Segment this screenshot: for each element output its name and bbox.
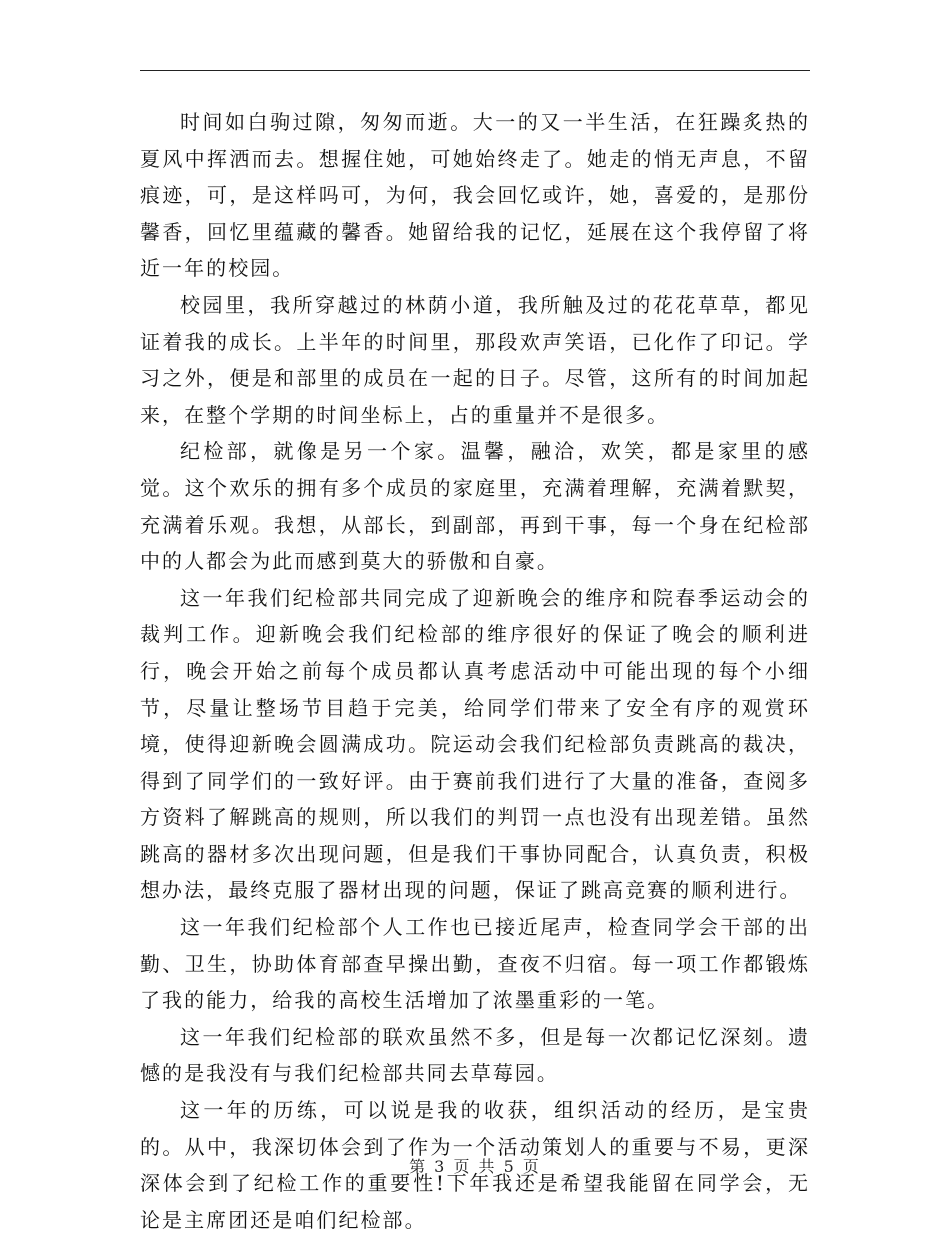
paragraph: 这一年我们纪检部的联欢虽然不多，但是每一次都记忆深刻。遗憾的是我没有与我们纪检部共同去草莓园。 [140,1024,810,1086]
page-number-footer: 第 3 页 共 5 页 [409,1157,541,1176]
paragraph: 校园里，我所穿越过的林荫小道，我所触及过的花花草草，都见证着我的成长。上半年的时间里，那段欢声笑语，已化作了印记。学习之外，便是和部里的成员在一起的日子。尽管，这所有的时间加起来，在整个学期的时间坐标上，占的重量并不是很多。 [140,292,810,427]
paragraph: 时间如白驹过隙，匆匆而逝。大一的又一半生活，在狂躁炙热的夏风中挥洒而去。想握住她，可她始终走了。她走的悄无声息，不留痕迹，可，是这样吗可，为何，我会回忆或许，她，喜爱的，是那份馨香，回忆里蕴藏的馨香。她留给我的记忆，延展在这个我停留了将近一年的校园。 [140,110,810,281]
paragraph: 这一年的历练，可以说是我的收获，组织活动的经历，是宝贵的。从中，我深切体会到了作为一个活动策划人的重要与不易，更深深体会到了纪检工作的重要性!下年我还是希望我能留在同学会，无论是主席团还是咱们纪检部。 [140,1098,810,1232]
paragraph: 纪检部，就像是另一个家。温馨，融洽，欢笑，都是家里的感觉。这个欢乐的拥有多个成员的家庭里，充满着理解，充满着默契，充满着乐观。我想，从部长，到副部，再到干事，每一个身在纪检部中的人都会为此而感到莫大的骄傲和自豪。 [140,439,810,574]
header-rule [140,70,810,71]
paragraph: 这一年我们纪检部个人工作也已接近尾声，检查同学会干部的出勤、卫生，协助体育部查早操出勤，查夜不归宿。每一项工作都锻炼了我的能力，给我的高校生活增加了浓墨重彩的一笔。 [140,915,810,1013]
document-body [140,104,810,1238]
paragraph: 这一年我们纪检部共同完成了迎新晚会的维序和院春季运动会的裁判工作。迎新晚会我们纪检部的维序很好的保证了晚会的顺利进行，晚会开始之前每个成员都认真考虑活动中可能出现的每个小细节，尽量让整场节目趋于完美，给同学们带来了安全有序的观赏环境，使得迎新晚会圆满成功。院运动会我们纪检部负责跳高的裁决，得到了同学们的一致好评。由于赛前我们进行了大量的准备，查阅多方资料了解跳高的规则，所以我们的判罚一点也没有出现差错。虽然跳高的器材多次出现问题，但是我们干事协同配合，认真负责，积极想办法，最终克服了器材出现的问题，保证了跳高竞赛的顺利进行。 [140,585,810,903]
